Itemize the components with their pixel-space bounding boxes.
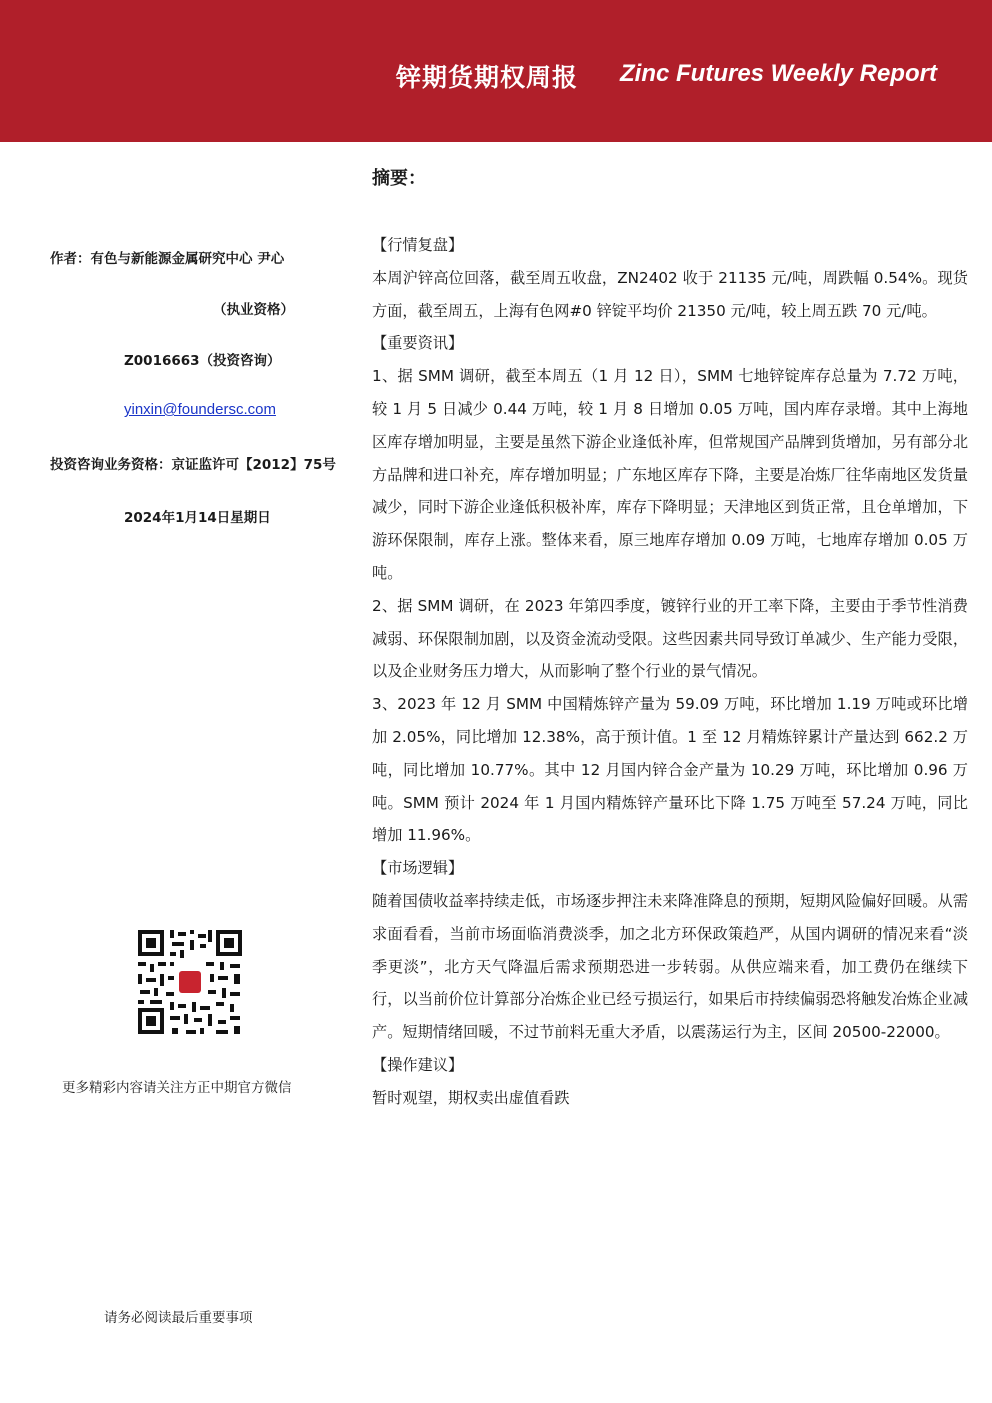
- summary-body: [372, 229, 968, 1115]
- license-line: 投资咨询业务资格：京证监许可【2012】75号: [50, 457, 336, 473]
- report-title-cn: 锌期货期权周报: [396, 63, 579, 92]
- news-item-1: 1、据 SMM 调研，截至本周五（1 月 12 日），SMM 七地锌锭库存总量为 7.72 万吨，较 1 月 5 日减少 0.44 万吨，较 1 月 8 日增加 0.05 万吨，国内库存录增。其中上海地区库存增加明显，主要是虽然下游企业逢低补库，但常规国产品牌到货增加，另有部分北方品牌和进口补充，库存增加明显；广东地区库存下降，主要是冶炼厂往华南地区发货量减少，同时下游企业逢低积极补库，库存下降明显；天津地区到货正常，且仓单增加，下游环保限制，库存上涨。整体来看，原三地库存增加 0.09 万吨，七地库存增加 0.05 万吨。: [372, 367, 968, 582]
- news-title: 【重要资讯】: [372, 334, 464, 353]
- market-logic-title: 【市场逻辑】: [372, 859, 464, 878]
- news-item-3: 3、2023 年 12 月 SMM 中国精炼锌产量为 59.09 万吨，环比增加 1.19 万吨或环比增加 2.05%，同比增加 12.38%，高于预计值。1 至 12 月精炼锌累计产量达到 662.2 万吨，同比增加 10.77%。其中 12 月国内锌合金产量为 10.29 万吨，环比增加 0.96 万吨。SMM 预计 2024 年 1 月国内精炼锌产量环比下降 1.75 万吨至 57.24 万吨，同比增加 11.96%。: [372, 695, 968, 845]
- qualification-line: （执业资格）: [213, 302, 294, 318]
- summary-heading: 摘要：: [372, 168, 426, 189]
- news-item-2: 2、据 SMM 调研，在 2023 年第四季度，镀锌行业的开工率下降，主要由于季节性消费减弱、环保限制加剧，以及资金流动受限。这些因素共同导致订单减少、生产能力受限，以及企业财务压力增大，从而影响了整个行业的景气情况。: [372, 596, 968, 681]
- market-review-text: 本周沪锌高位回落，截至周五收盘，ZN2402 收于 21135 元/吨，周跌幅 0.54%。现货方面，截至周五，上海有色网#0 锌锭平均价 21350 元/吨，较上周五跌 70 元/吨。: [372, 268, 968, 320]
- market-logic-text: 随着国债收益率持续走低，市场逐步押注未来降准降息的预期，短期风险偏好回暖。从需求面看看，当前市场面临消费淡季，加之北方环保政策趋严，从国内调研的情况来看“淡季更淡”，北方天气降温后需求预期恐进一步转弱。从供应端来看，加工费仍在继续下行，以当前价位计算部分冶炼企业已经亏损运行，如果后市持续偏弱恐将触发冶炼企业减产。短期情绪回暖，不过节前料无重大矛盾，以震荡运行为主，区间 20500-22000。: [372, 891, 968, 1042]
- market-review-title: 【行情复盘】: [372, 236, 464, 254]
- report-date: 2024年1月14日星期日: [124, 510, 271, 526]
- header-banner: [0, 0, 992, 142]
- author-email-link[interactable]: yinxin@foundersc.com: [124, 401, 276, 418]
- advice-text: 暂时观望，期权卖出虚值看跌: [372, 1088, 570, 1107]
- advice-title: 【操作建议】: [372, 1055, 464, 1074]
- certificate-number: Z0016663（投资咨询）: [124, 353, 281, 369]
- brand-logo-icon: [176, 968, 204, 996]
- disclaimer-note: 请务必阅读最后重要事项: [104, 1310, 253, 1326]
- qr-code-icon: [134, 926, 246, 1038]
- qr-caption: 更多精彩内容请关注方正中期官方微信: [62, 1080, 292, 1096]
- report-title-en: Zinc Futures Weekly Report: [620, 60, 937, 87]
- author-line: 作者：有色与新能源金属研究中心 尹心: [50, 251, 285, 267]
